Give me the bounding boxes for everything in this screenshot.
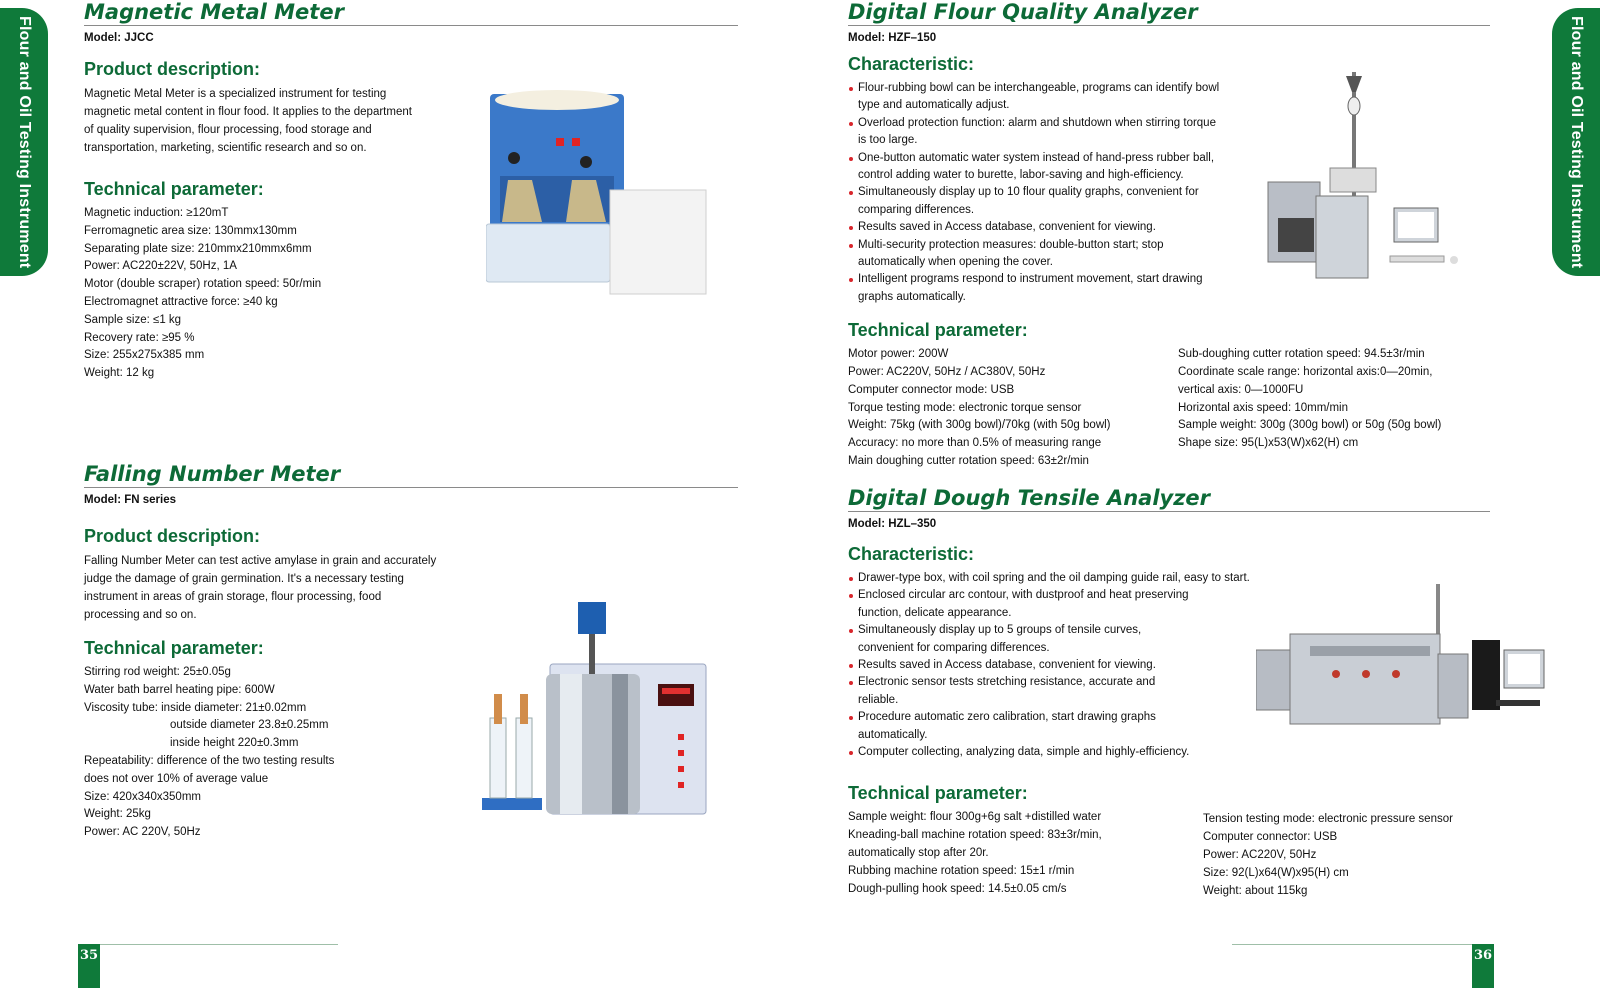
characteristic-item: Flour-rubbing bowl can be interchangeable, programs can identify bowl type and automatically adjust. [848, 80, 1238, 115]
footer-rule-right [1232, 944, 1472, 945]
technical-heading: Technical parameter: [848, 783, 1028, 804]
dough-analyzer-photo [1256, 584, 1548, 734]
magnetic-meter-photo [486, 86, 718, 306]
characteristic-item: Results saved in Access database, convenient for viewing. [848, 657, 1278, 674]
characteristic-item: Computer collecting, analyzing data, simple and highly-efficiency. [848, 744, 1278, 761]
parameter-item: Electromagnet attractive force: ≥40 kg [84, 295, 278, 308]
section-title: Digital Dough Tensile Analyzer [848, 486, 1490, 512]
parameter-item: vertical axis: 0—1000FU [1178, 383, 1304, 396]
characteristic-item: Electronic sensor tests stretching resistance, accurate and reliable. [848, 674, 1278, 709]
side-tab-left [0, 8, 48, 276]
characteristic-list [848, 80, 1238, 306]
description-heading: Product description: [84, 526, 261, 546]
page-number-right: 36 [1472, 944, 1494, 988]
parameter-columns [848, 346, 1490, 471]
parameter-item: Weight: 12 kg [84, 367, 155, 380]
parameter-item: Coordinate scale range: horizontal axis:0—20min, [1178, 366, 1433, 379]
parameter-item: Stirring rod weight: 25±0.05g [84, 666, 231, 678]
characteristic-list [848, 570, 1278, 761]
characteristic-item: Drawer-type box, with coil spring and the oil damping guide rail, easy to start. [848, 570, 1278, 587]
parameter-item: Repeatability: difference of the two testing results [84, 754, 335, 767]
model-label: Model: HZL–350 [848, 518, 937, 530]
model-label: Model: FN series [84, 494, 177, 506]
falling-number-meter-photo [482, 598, 714, 834]
parameter-item: does not over 10% of average value [84, 772, 269, 785]
parameter-item: Sub-doughing cutter rotation speed: 94.5±3r/min [1178, 348, 1425, 361]
parameter-item: Magnetic induction: ≥120mT [84, 207, 229, 219]
parameter-list-right [1203, 809, 1490, 900]
description-text: Falling Number Meter can test active amylase in grain and accurately judge the damage of grain germination. It's a necessary testing instrument in areas of grain storage, flour processing, food processing and so on. [84, 555, 437, 621]
technical-heading: Technical parameter: [84, 179, 264, 199]
characteristic-item: Procedure automatic zero calibration, start drawing graphs automatically. [848, 709, 1278, 744]
parameter-item: Power: AC220±22V, 50Hz, 1A [84, 260, 237, 273]
parameter-item: Power: AC 220V, 50Hz [84, 826, 201, 839]
footer-rule-left [98, 944, 338, 945]
parameter-item: Viscosity tube: inside diameter: 21±0.02mm [84, 701, 307, 714]
characteristic-item: Simultaneously display up to 10 flour quality graphs, convenient for comparing differences. [848, 184, 1238, 219]
section-title: Magnetic Metal Meter [84, 0, 738, 26]
characteristic-item: Enclosed circular arc contour, with dustproof and heat preserving function, delicate appearance. [848, 587, 1278, 622]
page-number-left: 35 [78, 944, 100, 988]
parameter-columns [848, 809, 1490, 900]
description-heading: Product description: [84, 59, 261, 79]
parameter-item: Size: 92(L)x64(W)x95(H) cm [1203, 866, 1349, 879]
parameter-item: Sample size: ≤1 kg [84, 313, 182, 326]
model-label: Model: JJCC [84, 32, 154, 44]
parameter-item: Weight: about 115kg [1203, 884, 1308, 897]
parameter-item: Water bath barrel heating pipe: 600W [84, 683, 275, 696]
parameter-item: Weight: 25kg [84, 808, 151, 821]
section-title: Falling Number Meter [84, 462, 738, 488]
characteristic-item: Results saved in Access database, convenient for viewing. [848, 219, 1238, 236]
parameter-item: Dough-pulling hook speed: 14.5±0.05 cm/s [848, 882, 1067, 895]
parameter-item: Rubbing machine rotation speed: 15±1 r/min [848, 864, 1075, 877]
parameter-item: Weight: 75kg (with 300g bowl)/70kg (with 50g bowl) [848, 419, 1111, 432]
parameter-list-right [1178, 346, 1490, 471]
parameter-list-left [848, 809, 1203, 900]
parameter-item: automatically stop after 20r. [848, 847, 989, 860]
characteristic-item: One-button automatic water system instead of hand-press rubber ball, control adding water to burette, labor-saving and high-efficiency. [848, 150, 1238, 185]
parameter-item: Separating plate size: 210mmx210mmx6mm [84, 242, 312, 255]
parameter-item: Horizontal axis speed: 10mm/min [1178, 401, 1349, 414]
side-tab-label: Flour and Oil Testing Instrument [1568, 15, 1585, 269]
parameter-item: Motor power: 200W [848, 348, 949, 361]
parameter-item: Sample weight: flour 300g+6g salt +distilled water [848, 811, 1102, 824]
section-title: Digital Flour Quality Analyzer [848, 0, 1490, 26]
parameter-item: inside height 220±0.3mm [170, 737, 299, 750]
side-tab-label: Flour and Oil Testing Instrument [16, 15, 33, 269]
parameter-item: Sample weight: 300g (300g bowl) or 50g (50g bowl) [1178, 419, 1442, 432]
parameter-list-left [848, 346, 1178, 471]
parameter-item: Computer connector: USB [1203, 831, 1338, 844]
parameter-item: Size: 420x340x350mm [84, 790, 201, 803]
parameter-item: Size: 255x275x385 mm [84, 349, 205, 362]
description-text: Magnetic Metal Meter is a specialized instrument for testing magnetic metal content in flour food. It applies to the department of quality supervision, flour processing, food storage and transportation, marketing, scientific research and so on. [84, 88, 412, 154]
characteristic-item: Multi-security protection measures: double-button start; stop automatically when opening the cover. [848, 237, 1238, 272]
flour-analyzer-photo [1256, 72, 1492, 282]
side-tab-right [1552, 8, 1600, 276]
parameter-item: outside diameter 23.8±0.25mm [170, 719, 329, 732]
parameter-item: Recovery rate: ≥95 % [84, 331, 195, 344]
technical-heading: Technical parameter: [848, 320, 1028, 341]
characteristic-heading: Characteristic: [848, 54, 975, 74]
model-label: Model: HZF–150 [848, 32, 937, 44]
characteristic-item: Simultaneously display up to 5 groups of tensile curves, convenient for comparing differences. [848, 622, 1278, 657]
parameter-item: Computer connector mode: USB [848, 383, 1015, 396]
parameter-item: Motor (double scraper) rotation speed: 50r/min [84, 278, 322, 291]
parameter-item: Power: AC220V, 50Hz / AC380V, 50Hz [848, 366, 1046, 379]
parameter-item: Ferromagnetic area size: 130mmx130mm [84, 224, 297, 237]
characteristic-heading: Characteristic: [848, 544, 975, 564]
parameter-item: Accuracy: no more than 0.5% of measuring range [848, 437, 1102, 450]
parameter-item: Shape size: 95(L)x53(W)x62(H) cm [1178, 437, 1359, 450]
technical-heading: Technical parameter: [84, 638, 264, 658]
characteristic-item: Overload protection function: alarm and shutdown when stirring torque is too large. [848, 115, 1238, 150]
parameter-item: Torque testing mode: electronic torque sensor [848, 401, 1082, 414]
parameter-item: Power: AC220V, 50Hz [1203, 849, 1317, 862]
parameter-item: Main doughing cutter rotation speed: 63±2r/min [848, 455, 1089, 468]
parameter-item: Kneading-ball machine rotation speed: 83±3r/min, [848, 829, 1102, 842]
characteristic-item: Intelligent programs respond to instrument movement, start drawing graphs automatically. [848, 271, 1238, 306]
parameter-item: Tension testing mode: electronic pressure sensor [1203, 813, 1453, 826]
